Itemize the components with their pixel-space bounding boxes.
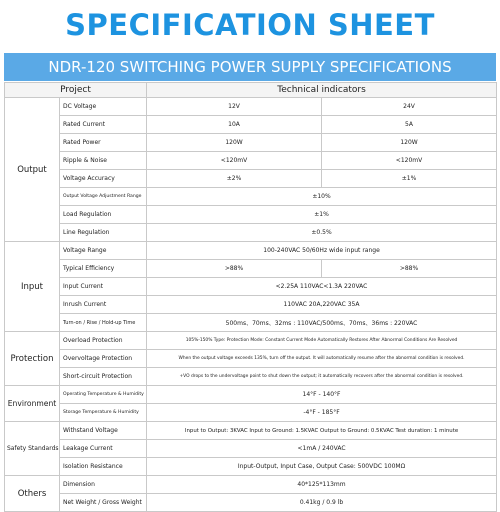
- table-row: [5, 206, 497, 224]
- row-value: When the output voltage exceeds 135%, turn off the output. It will automatically resume after the abnormal condition is resolved.: [147, 350, 497, 368]
- section-safety: Safety Standards: [5, 422, 60, 476]
- row-value: >88%: [322, 260, 497, 278]
- row-label: Storage Temperature & Humidity: [60, 404, 147, 422]
- table-row: [5, 350, 497, 368]
- row-label: Output Voltage Adjustment Range: [60, 188, 147, 206]
- table-row: [5, 314, 497, 332]
- header-project: Project: [5, 83, 147, 98]
- table-row: [5, 368, 497, 386]
- spec-banner: NDR-120 SWITCHING POWER SUPPLY SPECIFICATIONS: [4, 53, 496, 81]
- table-row: [5, 260, 497, 278]
- row-label: Operating Temperature & Humidity: [60, 386, 147, 404]
- row-label: Short-circuit Protection: [60, 368, 147, 386]
- table-row: [5, 152, 497, 170]
- row-label: Leakage Current: [60, 440, 147, 458]
- table-row: [5, 404, 497, 422]
- row-label: Typical Efficiency: [60, 260, 147, 278]
- row-value: ±2%: [147, 170, 322, 188]
- table-row: [5, 386, 497, 404]
- row-label: Rated Power: [60, 134, 147, 152]
- row-value: 14°F - 140°F: [147, 386, 497, 404]
- table-row: [5, 332, 497, 350]
- table-row: [5, 278, 497, 296]
- row-value: Input to Output: 3KVAC Input to Ground: 1.5KVAC Output to Ground: 0.5KVAC Test duration: 1 minute: [147, 422, 497, 440]
- section-output: Output: [5, 98, 60, 242]
- table-row: [5, 494, 497, 512]
- row-label: Inrush Current: [60, 296, 147, 314]
- row-value: 40*125*113mm: [147, 476, 497, 494]
- row-label: Load Regulation: [60, 206, 147, 224]
- row-value: 12V: [147, 98, 322, 116]
- row-value: ±10%: [147, 188, 497, 206]
- row-label: Ripple & Noise: [60, 152, 147, 170]
- table-row: [5, 422, 497, 440]
- row-value: 120W: [322, 134, 497, 152]
- header-technical: Technical indicators: [147, 83, 497, 98]
- table-row: [5, 476, 497, 494]
- table-row: [5, 440, 497, 458]
- row-label: Dimension: [60, 476, 147, 494]
- row-value: >88%: [147, 260, 322, 278]
- section-protection: Protection: [5, 332, 60, 386]
- row-value: <2.25A 110VAC<1.3A 220VAC: [147, 278, 497, 296]
- row-label: Withstand Voltage: [60, 422, 147, 440]
- row-label: Turn-on / Rise / Hold-up Time: [60, 314, 147, 332]
- row-value: 110VAC 20A,220VAC 35A: [147, 296, 497, 314]
- row-value: -4°F - 185°F: [147, 404, 497, 422]
- row-label: Isolation Resistance: [60, 458, 147, 476]
- row-value: 120W: [147, 134, 322, 152]
- row-label: Voltage Accuracy: [60, 170, 147, 188]
- row-value: 10A: [147, 116, 322, 134]
- row-label: Input Current: [60, 278, 147, 296]
- table-row: [5, 116, 497, 134]
- row-value: 100-240VAC 50/60Hz wide input range: [147, 242, 497, 260]
- table-row: [5, 98, 497, 116]
- table-row: [5, 170, 497, 188]
- table-row: [5, 188, 497, 206]
- row-value: +VO drops to the undervoltage point to shut down the output; it automatically recovers after the abnormal condition is resolved.: [147, 368, 497, 386]
- row-value: ±1%: [147, 206, 497, 224]
- row-value: 0.41kg / 0.9 lb: [147, 494, 497, 512]
- section-input: Input: [5, 242, 60, 332]
- row-value: 5A: [322, 116, 497, 134]
- row-value: 24V: [322, 98, 497, 116]
- row-label: Overvoltage Protection: [60, 350, 147, 368]
- row-label: Rated Current: [60, 116, 147, 134]
- row-value: Input-Output, Input Case, Output Case: 500VDC 100MΩ: [147, 458, 497, 476]
- table-row: [5, 296, 497, 314]
- section-environment: Environment: [5, 386, 60, 422]
- row-value: 500ms、70ms、32ms : 110VAC/500ms、70ms、36ms : 220VAC: [147, 314, 497, 332]
- row-label: Line Regulation: [60, 224, 147, 242]
- row-label: Overload Protection: [60, 332, 147, 350]
- spec-table: [4, 82, 497, 512]
- row-value: <120mV: [322, 152, 497, 170]
- table-header-row: [5, 83, 497, 98]
- row-value: <1mA / 240VAC: [147, 440, 497, 458]
- table-row: [5, 224, 497, 242]
- row-value: <120mV: [147, 152, 322, 170]
- row-value: ±1%: [322, 170, 497, 188]
- table-row: [5, 458, 497, 476]
- row-value: ±0.5%: [147, 224, 497, 242]
- section-others: Others: [5, 476, 60, 512]
- row-label: Net Weight / Gross Weight: [60, 494, 147, 512]
- row-label: Voltage Range: [60, 242, 147, 260]
- row-label: DC Voltage: [60, 98, 147, 116]
- row-value: 105%-150% Type: Protection Mode: Constant Current Mode Automatically Restores After Abnormal Conditions Are Resolved: [147, 332, 497, 350]
- page-title: SPECIFICATION SHEET: [65, 8, 435, 42]
- table-row: [5, 134, 497, 152]
- table-row: [5, 242, 497, 260]
